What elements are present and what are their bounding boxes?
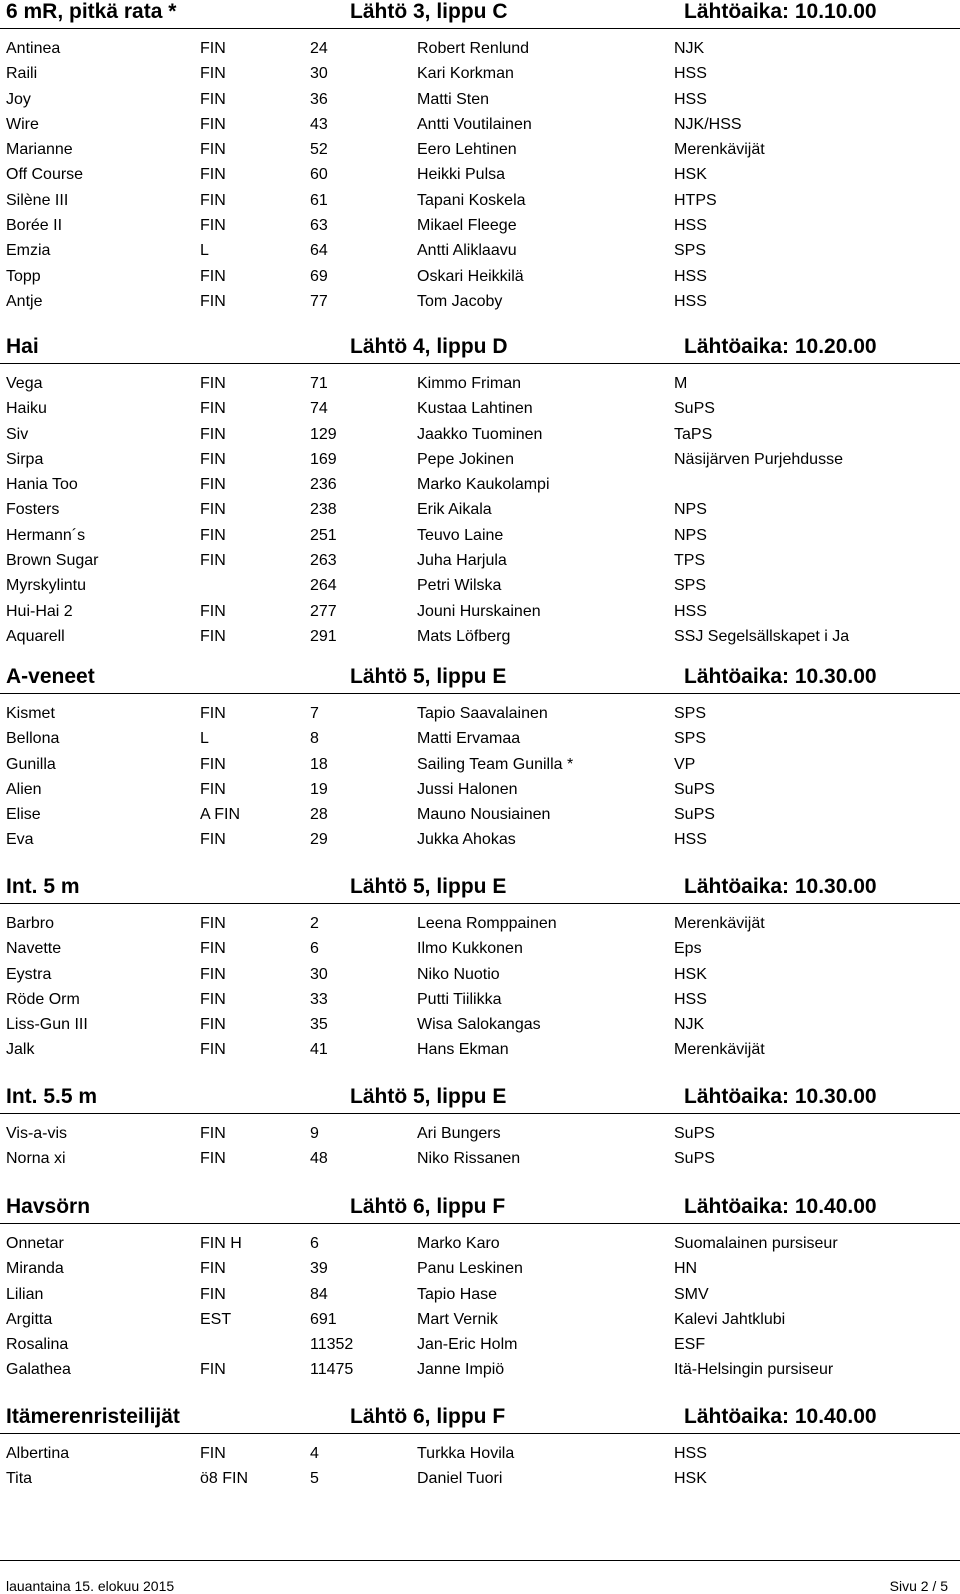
- club: NPS: [674, 501, 707, 519]
- club: NPS: [674, 526, 707, 544]
- skipper: Mauno Nousiainen: [417, 806, 551, 824]
- sail-number: 11475: [310, 1361, 354, 1379]
- class-name: Havsörn: [6, 1195, 91, 1218]
- club: Näsijärven Purjehdusse: [674, 450, 843, 468]
- skipper: Tapio Saavalainen: [417, 705, 548, 722]
- club: HSS: [674, 267, 707, 285]
- entry-row: [0, 938, 960, 963]
- skipper: Antti Voutilainen: [417, 115, 532, 133]
- sail-number: 74: [310, 400, 328, 418]
- skipper: Tom Jacoby: [417, 292, 503, 310]
- start-time: Lähtöaika: 10.30.00: [684, 875, 877, 898]
- nationality: FIN: [200, 501, 226, 519]
- boat-name: Hui-Hai 2: [6, 602, 73, 620]
- club: TaPS: [674, 425, 713, 443]
- entry-row: [0, 240, 960, 265]
- class-name: Int. 5 m: [6, 875, 80, 898]
- boat-name: Norna xi: [6, 1150, 66, 1168]
- nationality: FIN: [200, 217, 226, 235]
- club: HSK: [674, 965, 707, 983]
- boat-name: Bellona: [6, 730, 60, 748]
- nationality: FIN: [200, 627, 226, 645]
- entry-row: [0, 398, 960, 423]
- nationality: FIN: [200, 375, 226, 392]
- club: Merenkävijät: [674, 1041, 765, 1059]
- sail-number: 11352: [310, 1336, 354, 1354]
- nationality: FIN H: [200, 1235, 242, 1252]
- skipper: Matti Ervamaa: [417, 730, 521, 748]
- skipper: Teuvo Laine: [417, 526, 504, 544]
- club: SuPS: [674, 1150, 715, 1168]
- nationality: FIN: [200, 915, 226, 932]
- skipper: Antti Aliklaavu: [417, 242, 517, 260]
- skipper: Mats Löfberg: [417, 627, 511, 645]
- sail-number: 71: [310, 375, 328, 392]
- sail-number: 236: [310, 476, 337, 494]
- entry-row: [0, 1284, 960, 1309]
- boat-name: Tita: [6, 1470, 33, 1488]
- club: Merenkävijät: [674, 915, 765, 932]
- boat-name: Lilian: [6, 1285, 44, 1303]
- sail-number: 24: [310, 40, 328, 57]
- boat-name: Haiku: [6, 400, 47, 418]
- boat-name: Sirpa: [6, 450, 44, 468]
- nationality: FIN: [200, 90, 226, 108]
- nationality: L: [200, 242, 209, 260]
- skipper: Kustaa Lahtinen: [417, 400, 533, 418]
- sail-number: 291: [310, 627, 337, 645]
- club: SPS: [674, 577, 707, 595]
- entry-row: [0, 779, 960, 804]
- entry-row: [0, 215, 960, 240]
- sail-number: 41: [310, 1041, 328, 1059]
- sail-number: 30: [310, 65, 328, 83]
- start-info: Lähtö 6, lippu F: [350, 1195, 506, 1218]
- skipper: Panu Leskinen: [417, 1260, 523, 1278]
- boat-name: Miranda: [6, 1260, 64, 1278]
- boat-name: Navette: [6, 940, 62, 958]
- entry-row: [0, 804, 960, 829]
- class-section: [0, 665, 960, 855]
- start-time: Lähtöaika: 10.30.00: [684, 1085, 877, 1108]
- skipper: Leena Romppainen: [417, 915, 557, 932]
- nationality: FIN: [200, 780, 226, 798]
- sail-number: 36: [310, 90, 328, 108]
- boat-name: Brown Sugar: [6, 552, 99, 570]
- class-header: [0, 665, 960, 694]
- sail-number: 129: [310, 425, 337, 443]
- nationality: FIN: [200, 831, 226, 849]
- entry-row: [0, 266, 960, 291]
- club: Suomalainen pursiseur: [674, 1235, 838, 1252]
- entry-row: [0, 525, 960, 550]
- nationality: FIN: [200, 1041, 226, 1059]
- sail-number: 29: [310, 831, 328, 849]
- nationality: FIN: [200, 602, 226, 620]
- skipper: Eero Lehtinen: [417, 141, 517, 159]
- boat-name: Hania Too: [6, 476, 78, 494]
- boat-name: Argitta: [6, 1310, 53, 1328]
- boat-name: Borée II: [6, 217, 63, 235]
- start-info: Lähtö 3, lippu C: [350, 0, 508, 23]
- class-name: Itämerenristeilijät: [6, 1405, 180, 1428]
- entry-row: [0, 1233, 960, 1258]
- sail-number: 6: [310, 1235, 319, 1252]
- skipper: Marko Karo: [417, 1235, 500, 1252]
- nationality: FIN: [200, 965, 226, 983]
- entry-row: [0, 38, 960, 63]
- boat-name: Myrskylintu: [6, 577, 87, 595]
- nationality: A FIN: [200, 806, 241, 824]
- skipper: Hans Ekman: [417, 1041, 509, 1059]
- nationality: FIN: [200, 425, 226, 443]
- nationality: FIN: [200, 1260, 226, 1278]
- sail-number: 7: [310, 705, 319, 722]
- nationality: FIN: [200, 191, 226, 209]
- skipper: Jouni Hurskainen: [417, 602, 541, 620]
- boat-name: Alien: [6, 780, 42, 798]
- entry-row: [0, 449, 960, 474]
- sail-number: 5: [310, 1470, 319, 1488]
- skipper: Jan-Eric Holm: [417, 1336, 518, 1354]
- club: SPS: [674, 730, 707, 748]
- skipper: Wisa Salokangas: [417, 1016, 541, 1034]
- club: SuPS: [674, 806, 715, 824]
- boat-name: Albertina: [6, 1445, 70, 1462]
- club: HSS: [674, 602, 707, 620]
- entry-row: [0, 114, 960, 139]
- class-name: A-veneet: [6, 665, 95, 688]
- club: HSS: [674, 90, 707, 108]
- sail-number: 251: [310, 526, 337, 544]
- class-section: [0, 0, 960, 316]
- nationality: L: [200, 730, 209, 748]
- class-section: [0, 1195, 960, 1385]
- club: HSS: [674, 831, 707, 849]
- sail-number: 35: [310, 1016, 328, 1034]
- start-time: Lähtöaika: 10.40.00: [684, 1405, 877, 1428]
- club: HN: [674, 1260, 698, 1278]
- nationality: FIN: [200, 990, 226, 1008]
- nationality: FIN: [200, 1150, 226, 1168]
- sail-number: 9: [310, 1125, 319, 1142]
- skipper: Erik Aikala: [417, 501, 492, 519]
- sail-number: 2: [310, 915, 319, 932]
- boat-name: Gunilla: [6, 755, 56, 773]
- sail-number: 64: [310, 242, 328, 260]
- skipper: Janne Impiö: [417, 1361, 505, 1379]
- skipper: Matti Sten: [417, 90, 490, 108]
- boat-name: Siv: [6, 425, 29, 443]
- entry-row: [0, 1443, 960, 1468]
- class-section: [0, 335, 960, 651]
- boat-name: Emzia: [6, 242, 51, 260]
- boat-name: Off Course: [6, 166, 84, 184]
- entry-row: [0, 989, 960, 1014]
- class-header: [0, 335, 960, 364]
- nationality: FIN: [200, 166, 226, 184]
- sail-number: 264: [310, 577, 337, 595]
- boat-name: Vega: [6, 375, 43, 392]
- sail-number: 52: [310, 141, 328, 159]
- skipper: Mart Vernik: [417, 1310, 498, 1328]
- club: SPS: [674, 705, 707, 722]
- boat-name: Raili: [6, 65, 38, 83]
- skipper: Kari Korkman: [417, 65, 514, 83]
- sail-number: 238: [310, 501, 337, 519]
- sail-number: 60: [310, 166, 328, 184]
- club: SuPS: [674, 780, 715, 798]
- boat-name: Kismet: [6, 705, 55, 722]
- sail-number: 33: [310, 990, 328, 1008]
- entry-row: [0, 601, 960, 626]
- boat-name: Antje: [6, 292, 43, 310]
- boat-name: Jalk: [6, 1041, 35, 1059]
- sail-number: 263: [310, 552, 337, 570]
- class-name: Int. 5.5 m: [6, 1085, 98, 1108]
- skipper: Tapio Hase: [417, 1285, 498, 1303]
- skipper: Putti Tiilikka: [417, 990, 502, 1008]
- class-header: [0, 1195, 960, 1224]
- entry-row: [0, 575, 960, 600]
- club: VP: [674, 755, 696, 773]
- sail-number: 6: [310, 940, 319, 958]
- nationality: FIN: [200, 476, 226, 494]
- boat-name: Marianne: [6, 141, 73, 159]
- skipper: Juha Harjula: [417, 552, 507, 570]
- sail-number: 691: [310, 1310, 337, 1328]
- club: SuPS: [674, 400, 715, 418]
- boat-name: Rosalina: [6, 1336, 69, 1354]
- boat-name: Topp: [6, 267, 41, 285]
- boat-name: Fosters: [6, 501, 60, 519]
- entry-row: [0, 1258, 960, 1283]
- start-time: Lähtöaika: 10.30.00: [684, 665, 877, 688]
- entry-row: [0, 63, 960, 88]
- skipper: Sailing Team Gunilla *: [417, 755, 574, 773]
- entry-row: [0, 164, 960, 189]
- start-info: Lähtö 6, lippu F: [350, 1405, 506, 1428]
- club: HSS: [674, 217, 707, 235]
- nationality: FIN: [200, 115, 226, 133]
- skipper: Ari Bungers: [417, 1125, 501, 1142]
- start-time: Lähtöaika: 10.10.00: [684, 0, 877, 23]
- entry-row: [0, 703, 960, 728]
- sail-number: 84: [310, 1285, 328, 1303]
- club: HSS: [674, 292, 707, 310]
- start-time: Lähtöaika: 10.20.00: [684, 335, 877, 358]
- boat-name: Antinea: [6, 40, 61, 57]
- sail-number: 169: [310, 450, 337, 468]
- boat-name: Hermann´s: [6, 526, 86, 544]
- footer-date: lauantaina 15. elokuu 2015: [6, 1578, 175, 1594]
- nationality: FIN: [200, 1285, 226, 1303]
- entry-row: [0, 1309, 960, 1334]
- footer-page-number: Sivu 2 / 5: [889, 1578, 948, 1594]
- entry-row: [0, 291, 960, 316]
- start-info: Lähtö 5, lippu E: [350, 1085, 507, 1108]
- boat-name: Elise: [6, 806, 41, 824]
- club: SuPS: [674, 1125, 715, 1142]
- entry-row: [0, 1359, 960, 1384]
- nationality: FIN: [200, 1125, 226, 1142]
- skipper: Jaakko Tuominen: [417, 425, 543, 443]
- skipper: Niko Rissanen: [417, 1150, 521, 1168]
- club: Eps: [674, 940, 702, 958]
- skipper: Kimmo Friman: [417, 375, 522, 392]
- sail-number: 77: [310, 292, 328, 310]
- entry-row: [0, 1334, 960, 1359]
- club: SMV: [674, 1285, 709, 1303]
- class-section: [0, 1405, 960, 1494]
- sail-number: 4: [310, 1445, 319, 1462]
- sail-number: 61: [310, 191, 328, 209]
- skipper: Tapani Koskela: [417, 191, 526, 209]
- club: HSK: [674, 166, 707, 184]
- skipper: Turkka Hovila: [417, 1445, 515, 1462]
- nationality: FIN: [200, 292, 226, 310]
- nationality: ö8 FIN: [200, 1470, 249, 1488]
- club: TPS: [674, 552, 706, 570]
- nationality: FIN: [200, 65, 226, 83]
- club: Kalevi Jahtklubi: [674, 1310, 786, 1328]
- nationality: FIN: [200, 400, 226, 418]
- start-time: Lähtöaika: 10.40.00: [684, 1195, 877, 1218]
- entry-row: [0, 373, 960, 398]
- class-header: [0, 1405, 960, 1434]
- entry-row: [0, 754, 960, 779]
- skipper: Petri Wilska: [417, 577, 502, 595]
- entry-row: [0, 626, 960, 651]
- class-header: [0, 0, 960, 29]
- sail-number: 43: [310, 115, 328, 133]
- nationality: EST: [200, 1310, 232, 1328]
- entry-row: [0, 1468, 960, 1493]
- boat-name: Eystra: [6, 965, 52, 983]
- nationality: FIN: [200, 526, 226, 544]
- entry-row: [0, 499, 960, 524]
- boat-name: Vis-a-vis: [6, 1125, 68, 1142]
- club: NJK: [674, 40, 705, 57]
- start-info: Lähtö 5, lippu E: [350, 665, 507, 688]
- skipper: Heikki Pulsa: [417, 166, 506, 184]
- nationality: FIN: [200, 940, 226, 958]
- club: Itä-Helsingin pursiseur: [674, 1361, 834, 1379]
- nationality: FIN: [200, 1445, 226, 1462]
- club: SPS: [674, 242, 707, 260]
- boat-name: Liss-Gun III: [6, 1016, 88, 1034]
- club: HSS: [674, 65, 707, 83]
- entry-row: [0, 1148, 960, 1173]
- club: HSS: [674, 990, 707, 1008]
- club: NJK: [674, 1016, 705, 1034]
- skipper: Jussi Halonen: [417, 780, 518, 798]
- skipper: Ilmo Kukkonen: [417, 940, 523, 958]
- sail-number: 69: [310, 267, 328, 285]
- start-info: Lähtö 4, lippu D: [350, 335, 508, 358]
- club: M: [674, 375, 688, 392]
- sail-number: 63: [310, 217, 328, 235]
- skipper: Daniel Tuori: [417, 1470, 503, 1488]
- nationality: FIN: [200, 552, 226, 570]
- sail-number: 18: [310, 755, 328, 773]
- skipper: Marko Kaukolampi: [417, 476, 550, 494]
- entry-row: [0, 424, 960, 449]
- entry-row: [0, 190, 960, 215]
- skipper: Niko Nuotio: [417, 965, 500, 983]
- entry-row: [0, 964, 960, 989]
- club: Merenkävijät: [674, 141, 765, 159]
- boat-name: Joy: [6, 90, 31, 108]
- class-name: Hai: [6, 335, 39, 358]
- boat-name: Eva: [6, 831, 34, 849]
- club: HSK: [674, 1470, 707, 1488]
- skipper: Mikael Fleege: [417, 217, 517, 235]
- nationality: FIN: [200, 450, 226, 468]
- boat-name: Galathea: [6, 1361, 71, 1379]
- entry-row: [0, 913, 960, 938]
- club: SSJ Segelsällskapet i Ja: [674, 627, 850, 645]
- skipper: Pepe Jokinen: [417, 450, 514, 468]
- class-name: 6 mR, pitkä rata *: [6, 0, 177, 23]
- boat-name: Aquarell: [6, 627, 65, 645]
- boat-name: Barbro: [6, 915, 55, 932]
- start-info: Lähtö 5, lippu E: [350, 875, 507, 898]
- boat-name: Silène III: [6, 191, 69, 209]
- sail-number: 30: [310, 965, 328, 983]
- club: ESF: [674, 1336, 706, 1354]
- nationality: FIN: [200, 705, 226, 722]
- sail-number: 39: [310, 1260, 328, 1278]
- boat-name: Wire: [6, 115, 39, 133]
- nationality: FIN: [200, 40, 226, 57]
- entry-row: [0, 139, 960, 164]
- sail-number: 19: [310, 780, 328, 798]
- club: NJK/HSS: [674, 115, 742, 133]
- boat-name: Onnetar: [6, 1235, 64, 1252]
- class-header: [0, 1085, 960, 1114]
- skipper: Jukka Ahokas: [417, 831, 516, 849]
- class-header: [0, 875, 960, 904]
- club: HSS: [674, 1445, 707, 1462]
- club: HTPS: [674, 191, 717, 209]
- nationality: FIN: [200, 755, 226, 773]
- nationality: FIN: [200, 1361, 226, 1379]
- sail-number: 8: [310, 730, 319, 748]
- sail-number: 277: [310, 602, 337, 620]
- entry-row: [0, 1123, 960, 1148]
- entry-row: [0, 1039, 960, 1064]
- nationality: FIN: [200, 267, 226, 285]
- entry-row: [0, 1014, 960, 1039]
- class-section: [0, 1085, 960, 1174]
- skipper: Robert Renlund: [417, 40, 530, 57]
- entry-row: [0, 474, 960, 499]
- nationality: FIN: [200, 141, 226, 159]
- entry-row: [0, 728, 960, 753]
- boat-name: Röde Orm: [6, 990, 80, 1008]
- page-footer: [0, 1560, 960, 1594]
- class-section: [0, 875, 960, 1065]
- skipper: Oskari Heikkilä: [417, 267, 524, 285]
- sail-number: 28: [310, 806, 328, 824]
- entry-row: [0, 550, 960, 575]
- entry-row: [0, 829, 960, 854]
- nationality: FIN: [200, 1016, 226, 1034]
- sail-number: 48: [310, 1150, 328, 1168]
- entry-row: [0, 89, 960, 114]
